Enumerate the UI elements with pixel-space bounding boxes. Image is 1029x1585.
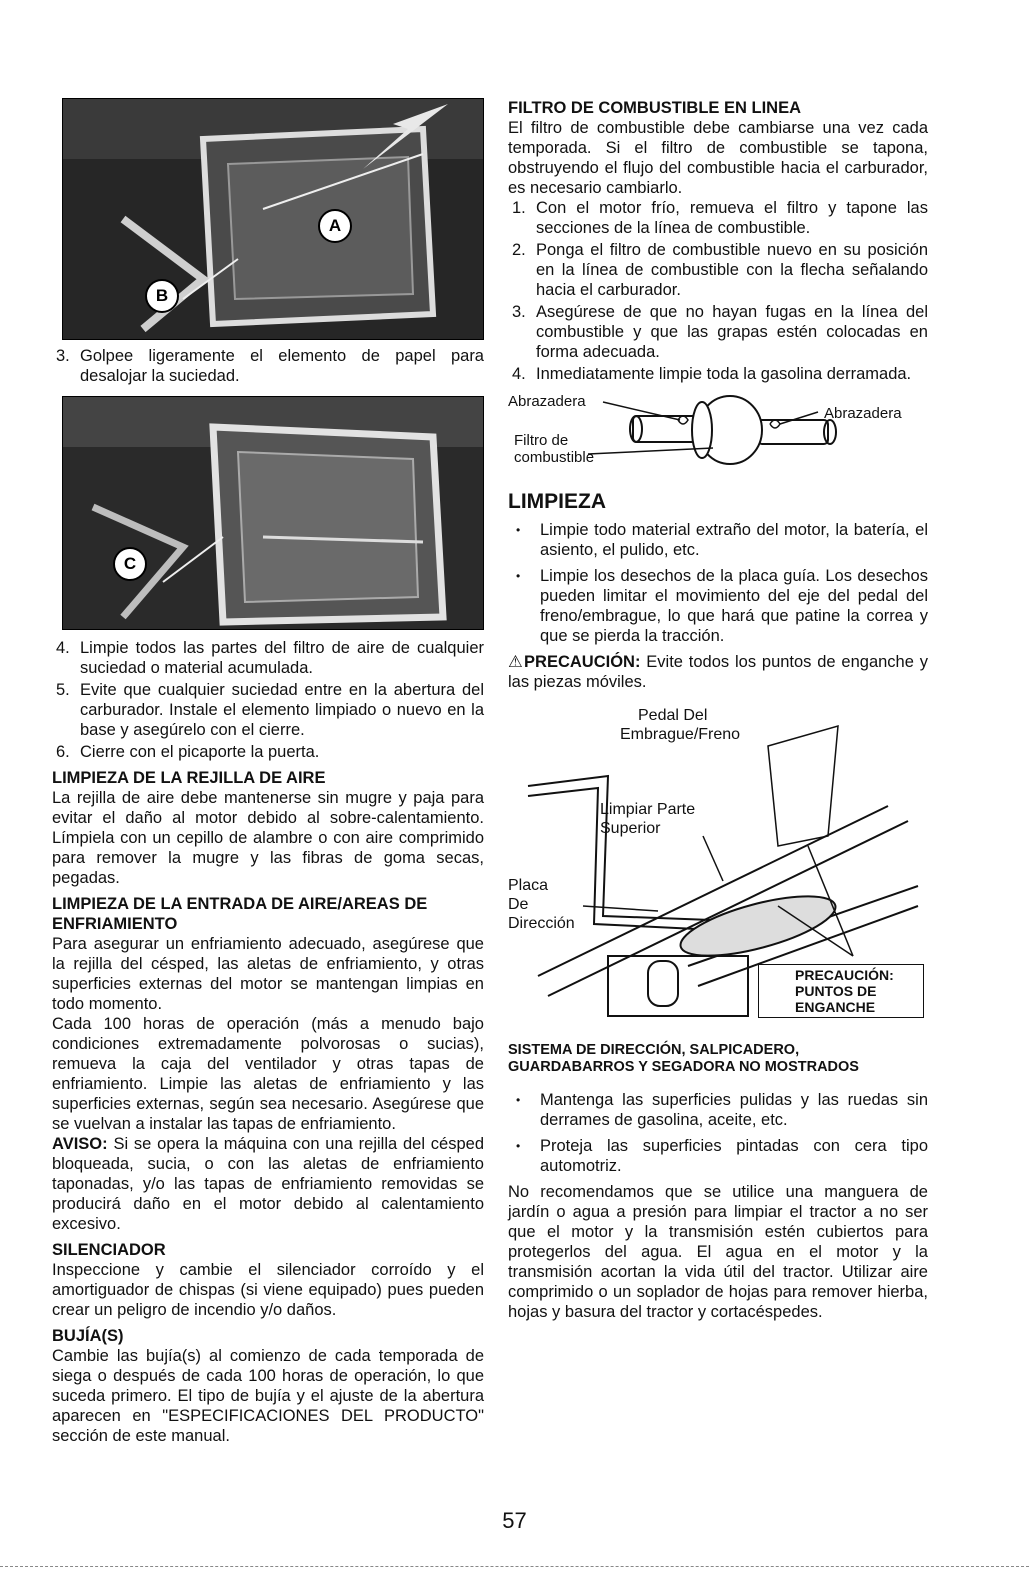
text-bujia: Cambie las bujía(s) al comienzo de cada temporada de siega o después de cada 100 horas de operación, lo que suceda primero. El tipo de bujía y el ajuste de la abertura aparecen en "ESPECIFICACIONES DEL PRODUCTO" sección de este manual.: [52, 1347, 484, 1445]
text-silenciador: Inspeccione y cambie el silenciador corroído y el amortiguador de chispas (si viene equipado) pues pueden crear un peligro de incendio y/o daños.: [52, 1261, 484, 1319]
steering-diagram: [508, 706, 928, 1036]
precaucion-box-line-1: PRECAUCIÓN:: [795, 967, 894, 983]
bullet-item: • Mantenga las superficies pulidas y las ruedas sin derrames de gasolina, aceite, etc.: [508, 1090, 928, 1130]
care-bullets: [508, 1090, 928, 1176]
label-pedal-line-2: Embrague/Freno: [620, 726, 741, 743]
aviso-text: Si se opera la máquina con una rejilla del césped bloqueada, sucia, o con las aletas de enfriamiento taponadas, y/o las tapas de enfriamiento removidas se producirá daño en el motor debido al calentamiento excesivo.: [52, 1135, 484, 1233]
air-filter-photo-1: [62, 98, 484, 340]
precaucion-label: PRECAUCIÓN:: [524, 653, 641, 671]
label-filtro-line-1: Filtro de: [514, 432, 569, 449]
bullet-item: • Limpie los desechos de la placa guía. Los desechos pueden limitar el movimiento del eje del pedal del freno/embrague, lo que hará que patine la correa y que se pierda la tracción.: [508, 566, 928, 646]
step-text: Golpee ligeramente el elemento de papel para desalojar la suciedad.: [80, 347, 484, 385]
filtro-steps: [508, 198, 928, 384]
step-item: [52, 346, 484, 386]
callout-b: B: [145, 279, 179, 313]
label-abrazadera-left: Abrazadera: [508, 393, 586, 410]
label-placa: [508, 876, 575, 933]
bullet-item: • Limpie todo material extraño del motor, la batería, el asiento, el pulido, etc.: [508, 520, 928, 560]
step-item: [52, 638, 484, 678]
warning-triangle-icon: ⚠: [508, 653, 525, 671]
step-number: 6.: [56, 743, 70, 761]
left-column: [52, 98, 484, 1446]
heading-entrada: LIMPIEZA DE LA ENTRADA DE AIRE/AREAS DE ENFRIAMIENTO: [52, 895, 428, 933]
label-abrazadera-right: Abrazadera: [824, 405, 902, 422]
callout-a: A: [318, 209, 352, 243]
step-number: 3.: [512, 303, 526, 321]
step-list-b: [52, 638, 484, 762]
air-filter-photo-1-drawing: [63, 99, 483, 339]
step-number: 4.: [56, 639, 70, 657]
heading-filtro: FILTRO DE COMBUSTIBLE EN LINEA: [508, 99, 802, 117]
limpieza-bullets: [508, 520, 928, 646]
label-limpiar-line-1: Limpiar Parte: [600, 801, 696, 818]
text-rejilla: La rejilla de aire debe mantenerse sin mugre y paja para evitar el daño al motor debido al sobre-calentamiento. Límpiela con un cepillo de alambre o con aire comprimido para remover la mugre y las fibras de goma secas, pegadas.: [52, 789, 484, 887]
precaucion-text: Evite todos los puntos de enganche y las piezas móviles.: [508, 653, 928, 691]
text-entrada-1: Para asegurar un enfriamiento adecuado, asegúrese que la rejilla del césped, las aletas de enfriamiento, y otras superficies externas del motor se mantengan limpias en todo momento.: [52, 935, 484, 1013]
label-limpiar: [600, 800, 695, 838]
step-number: 4.: [512, 365, 526, 383]
page-number: 57: [502, 1508, 527, 1533]
label-placa-line-1: Placa: [508, 877, 549, 894]
step-list-a: [52, 346, 484, 386]
label-filtro-line-2: combustible: [514, 449, 595, 466]
label-pedal: [620, 706, 740, 744]
label-limpiar-line-2: Superior: [600, 820, 661, 837]
step-item: [508, 198, 928, 238]
label-pedal-line-1: Pedal Del: [638, 707, 708, 724]
precaucion-paragraph: [508, 652, 928, 692]
precaucion-box-line-2: PUNTOS DE: [795, 983, 877, 999]
callout-c: C: [113, 547, 147, 581]
step-item: [508, 302, 928, 362]
aviso-paragraph: [52, 1134, 484, 1234]
diagram-caption: SISTEMA DE DIRECCIÓN, SALPICADERO, GUARDABARROS Y SEGADORA NO MOSTRADOS: [508, 1042, 859, 1075]
step-text: Cierre con el picaporte la puerta.: [80, 743, 320, 761]
label-placa-line-2: De: [508, 896, 529, 913]
text-filtro: El filtro de combustible debe cambiarse una vez cada temporada. Si el filtro de combustible se tapona, obstruyendo el flujo del combustible hacia el carburador, es necesario cambiarlo.: [508, 119, 928, 197]
fuel-filter-figure: [508, 390, 928, 480]
heading-rejilla: LIMPIEZA DE LA REJILLA DE AIRE: [52, 769, 326, 787]
air-filter-photo-2: [62, 396, 484, 630]
step-item: [508, 240, 928, 300]
step-text: Evite que cualquier suciedad entre en la abertura del carburador. Instale el elemento limpiado o nuevo en la base y asegúrelo con el cierre.: [80, 681, 484, 739]
right-column: [508, 98, 928, 1322]
precaucion-box-line-3: ENGANCHE: [795, 999, 876, 1015]
label-filtro: [514, 432, 594, 466]
step-text: Inmediatamente limpie toda la gasolina derramada.: [536, 365, 912, 383]
step-number: 1.: [512, 199, 526, 217]
air-filter-photo-2-drawing: [63, 397, 483, 629]
step-text: Ponga el filtro de combustible nuevo en su posición en la línea de combustible con la flecha señalando hacia el carburador.: [536, 241, 928, 299]
step-item: [508, 364, 928, 384]
step-item: [52, 680, 484, 740]
step-item: [52, 742, 484, 762]
bottom-divider: [0, 1566, 1029, 1567]
aviso-label: AVISO:: [52, 1135, 108, 1153]
text-entrada-2: Cada 100 horas de operación (más a menudo bajo condiciones extremadamente polvorosas o sucias), remueva la caja del ventilador y otras tapas de enfriamiento. Limpie las aletas de enfriamiento y las superficies externas, según sea necesario. Asegúrese que se vuelvan a instalar las tapas de enfriamiento.: [52, 1015, 484, 1133]
step-text: Con el motor frío, remueva el filtro y tapone las secciones de la línea de combustible.: [536, 199, 928, 237]
heading-bujia: BUJÍA(S): [52, 1327, 124, 1345]
step-number: 2.: [512, 241, 526, 259]
heading-silenciador: SILENCIADOR: [52, 1241, 166, 1259]
step-number: 3.: [56, 347, 70, 365]
step-text: Asegúrese de que no hayan fugas en la línea del combustible y que las grapas estén colocadas en forma adecuada.: [536, 303, 928, 361]
closing-paragraph: No recomendamos que se utilice una manguera de jardín o agua a presión para limpiar el tractor a no ser que el motor y la transmisión estén cubiertos para protegerlos del agua. El agua en el motor y la transmisión acortan la vida útil del tractor. Utilizar aire comprimido o un soplador de hojas para remover hierba, hojas y basura del tractor y cortacéspedes.: [508, 1183, 928, 1321]
step-number: 5.: [56, 681, 70, 699]
label-placa-line-3: Dirección: [508, 915, 575, 932]
heading-limpieza: LIMPIEZA: [508, 490, 606, 513]
step-text: Limpie todos las partes del filtro de aire de cualquier suciedad o material acumulada.: [80, 639, 484, 677]
bullet-item: • Proteja las superficies pintadas con cera tipo automotriz.: [508, 1136, 928, 1176]
precaucion-box: [758, 964, 924, 1018]
